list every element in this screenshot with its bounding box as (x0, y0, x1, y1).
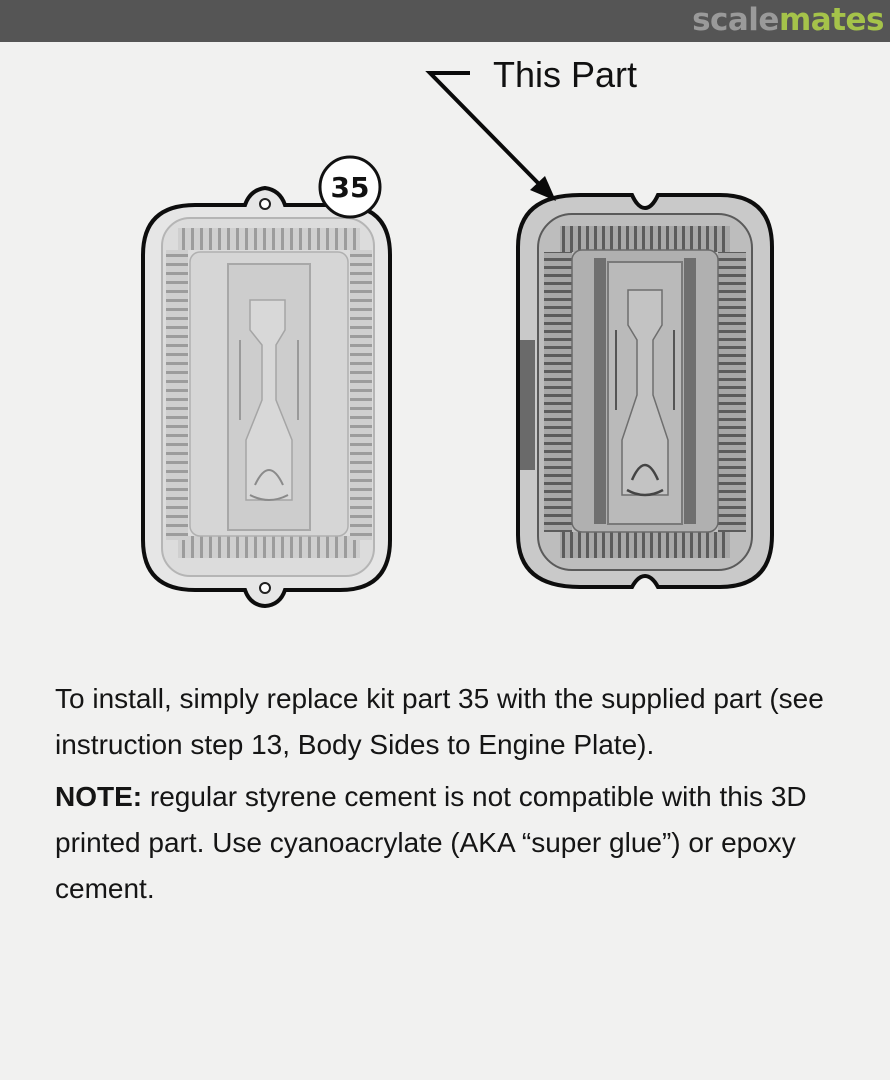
scalemates-logo[interactable] (692, 0, 884, 42)
logo-text-scale: scale (692, 2, 779, 38)
note-text: regular styrene cement is not compatible with this 3D printed part. Use cyanoacrylate (AKA “super glue”) or epoxy cement. (55, 781, 807, 904)
note-label: NOTE: (55, 781, 143, 812)
kit-part-35-drawing (143, 188, 390, 606)
logo-text-mates: mates (778, 2, 884, 38)
replacement-part-drawing (518, 195, 772, 587)
top-bar (0, 0, 890, 42)
note-paragraph (55, 774, 845, 912)
part-number-badge: 35 (330, 170, 370, 204)
callout-label: This Part (493, 54, 638, 95)
parts-illustration (0, 42, 890, 642)
install-paragraph: To install, simply replace kit part 35 with the supplied part (see instruction step 13, Body Sides to Engine Plate). (55, 683, 824, 760)
instructions-text (55, 676, 845, 918)
